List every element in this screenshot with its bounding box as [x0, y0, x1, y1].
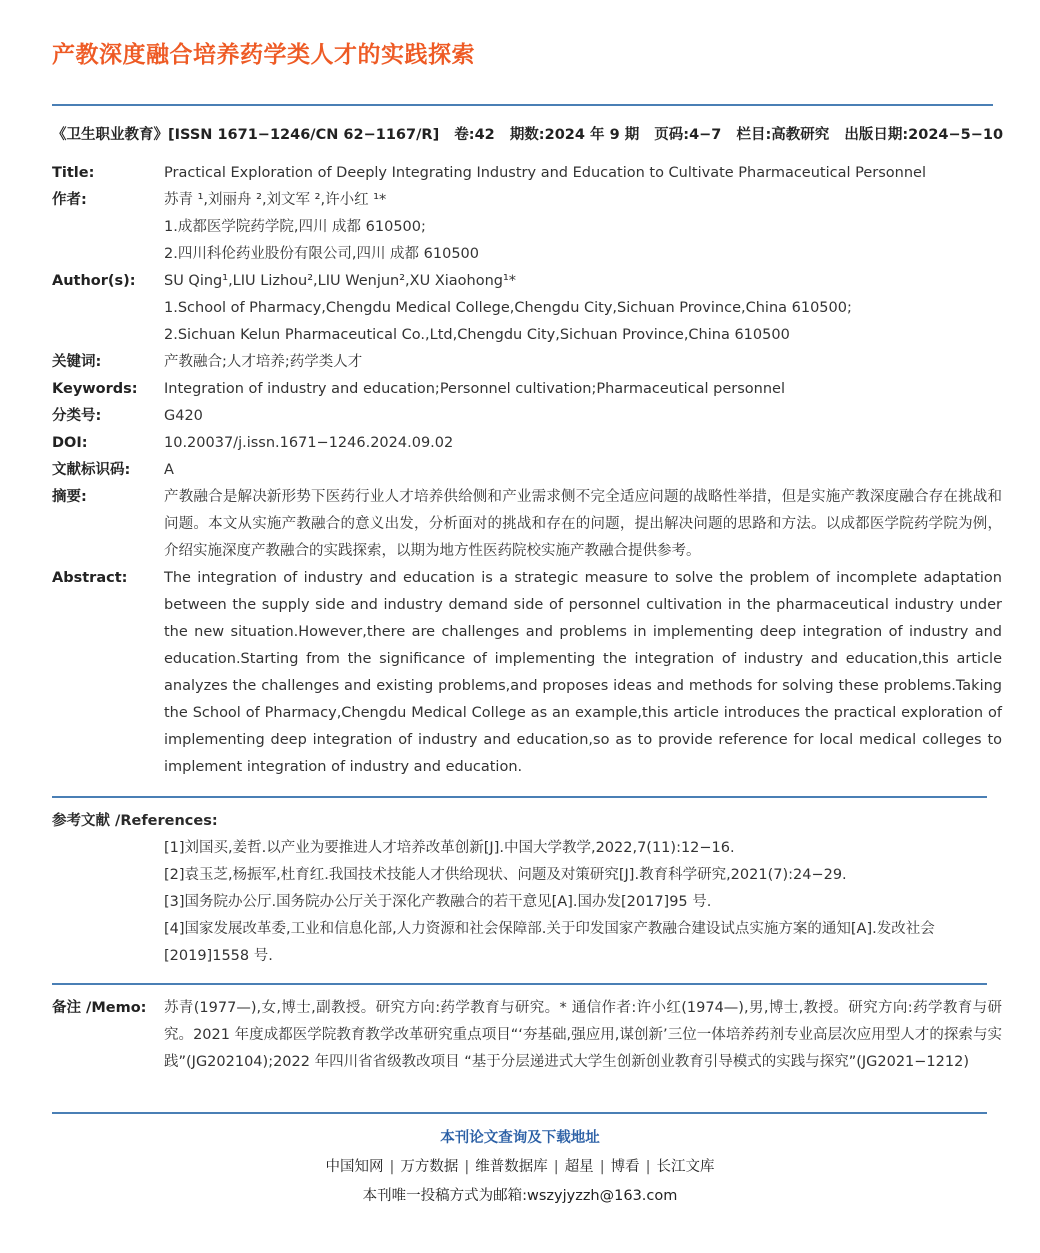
separator: |	[599, 1159, 605, 1175]
meta-row-doi	[52, 430, 1002, 457]
doi-value[interactable]: 10.20037/j.issn.1671−1246.2024.09.02	[164, 435, 454, 451]
journal-pages: 页码:4−7	[654, 127, 722, 143]
separator: |	[389, 1159, 395, 1175]
meta-row-abstract-en	[52, 565, 1002, 781]
memo-text: 苏青(1977—),女,博士,副教授。研究方向:药学教育与研究。* 通信作者:许小红(1974—),男,博士,教授。研究方向:药学教育与研究。2021 年度成都医学院教育教学改革研究重点项目“‘夯基础,强应用,谋创新’三位一体培养药剂专业高层次应用型人才的探索与实践”(JG202104);2022 年四川省省级教改项目 “基于分层递进式大学生创新创业教育引导模式的实践与探究”(JG2021−1212)	[164, 1000, 1002, 1070]
meta-row-title	[52, 160, 1002, 187]
references-list	[164, 835, 1002, 970]
abstract-en: The integration of industry and education is a strategic measure to solve the problem of incomplete adaptation between the supply side and industry demand side of personnel cultivation in the pharmaceutical industry under the new situation.However,there are challenges and problems in implementing deep integration of industry and education.Starting from the significance of implementing the integration of industry and education,this article analyzes the challenges and existing problems,and proposes ideas and methods for solving these problems.Taking the School of Pharmacy,Chengdu Medical College as an example,this article introduces the practical exploration of implementing deep integration of industry and education,so as to provide reference for local medical colleges to implement integration of industry and education.	[164, 570, 1002, 775]
memo-section	[52, 995, 1002, 1076]
database-link-cnki[interactable]: 中国知网	[325, 1159, 384, 1175]
abstract-cn-label: 摘要:	[52, 489, 87, 505]
database-link-bookan[interactable]: 博看	[610, 1159, 640, 1175]
journal-volume: 卷:42	[454, 127, 495, 143]
keywords-cn-label: 关键词:	[52, 354, 102, 370]
memo-divider	[52, 983, 987, 985]
references-heading: 参考文献 /References:	[52, 813, 218, 829]
journal-column: 栏目:高教研究	[736, 127, 830, 143]
doc-id-label: 文献标识码:	[52, 462, 131, 478]
title-value: Practical Exploration of Deeply Integrating Industry and Education to Cultivate Pharmaceutical Personnel	[164, 165, 926, 181]
abstract-cn: 产教融合是解决新形势下医药行业人才培养供给侧和产业需求侧不完全适应问题的战略性举措，但是实施产教深度融合存在挑战和问题。本文从实施产教融合的意义出发，分析面对的挑战和存在的问题，提出解决问题的思路和方法。以成都医学院药学院为例，介绍实施深度产教融合的实践探索，以期为地方性医药院校实施产教融合提供参考。	[164, 489, 1002, 559]
separator: |	[553, 1159, 559, 1175]
class-label: 分类号:	[52, 408, 102, 424]
database-link-vip[interactable]: 维普数据库	[475, 1159, 548, 1175]
separator: |	[464, 1159, 470, 1175]
affiliation-cn-1: 1.成都医学院药学院,四川 成都 610500;	[164, 219, 426, 235]
journal-pub-date: 出版日期:2024−5−10	[844, 127, 1004, 143]
top-divider	[52, 104, 993, 106]
affiliation-en-2: 2.Sichuan Kelun Pharmaceutical Co.,Ltd,Chengdu City,Sichuan Province,China 610500	[164, 327, 790, 343]
memo-label: 备注 /Memo:	[52, 1000, 147, 1016]
abstract-en-label: Abstract:	[52, 570, 128, 586]
meta-row-authors-en	[52, 268, 1002, 349]
title-label: Title:	[52, 165, 95, 181]
affiliation-cn-2: 2.四川科伦药业股份有限公司,四川 成都 610500	[164, 246, 480, 262]
authors-cn: 苏青 ¹,刘丽舟 ²,刘文军 ²,许小红 ¹*	[164, 192, 387, 208]
footer-divider	[52, 1112, 987, 1114]
references-divider	[52, 796, 987, 798]
references-section	[52, 808, 1002, 970]
keywords-cn: 产教融合;人才培养;药学类人才	[164, 354, 363, 370]
meta-row-abstract-cn	[52, 484, 1002, 565]
submission-email[interactable]: 本刊唯一投稿方式为邮箱:wszyjyzzh@163.com	[362, 1188, 678, 1204]
reference-item: [1]刘国买,姜哲.以产业为要推进人才培养改革创新[J].中国大学教学,2022,7(11):12−16.	[164, 840, 735, 856]
article-metadata	[52, 160, 1002, 781]
journal-issue: 期数:2024 年 9 期	[509, 127, 640, 143]
article-title: 产教深度融合培养药学类人才的实践探索	[52, 42, 475, 68]
authors-en-label: Author(s):	[52, 273, 136, 289]
doi-label: DOI:	[52, 435, 88, 451]
meta-row-authors-cn	[52, 187, 1002, 268]
meta-row-keywords-cn	[52, 349, 1002, 376]
class-value: G420	[164, 408, 203, 424]
reference-item: [2]袁玉芝,杨振军,杜育红.我国技术技能人才供给现状、问题及对策研究[J].教育科学研究,2021(7):24−29.	[164, 867, 847, 883]
doc-id-value: A	[164, 462, 174, 478]
meta-row-class	[52, 403, 1002, 430]
journal-name: 《卫生职业教育》	[52, 127, 168, 143]
journal-citation-line	[52, 123, 1012, 144]
journal-issn: [ISSN 1671−1246/CN 62−1167/R]	[168, 127, 440, 143]
database-links	[0, 1153, 1040, 1182]
reference-item: [3]国务院办公厅.国务院办公厅关于深化产教融合的若干意见[A].国办发[2017]95 号.	[164, 894, 712, 910]
separator: |	[645, 1159, 651, 1175]
footer-title: 本刊论文查询及下载地址	[440, 1130, 600, 1146]
meta-row-keywords-en	[52, 376, 1002, 403]
authors-cn-label: 作者:	[52, 192, 87, 208]
database-link-changjiang[interactable]: 长江文库	[656, 1159, 715, 1175]
database-link-chaoxing[interactable]: 超星	[564, 1159, 594, 1175]
footer	[0, 1124, 1040, 1211]
affiliation-en-1: 1.School of Pharmacy,Chengdu Medical College,Chengdu City,Sichuan Province,China 610500;	[164, 300, 852, 316]
meta-row-doc-id	[52, 457, 1002, 484]
authors-en: SU Qing¹,LIU Lizhou²,LIU Wenjun²,XU Xiaohong¹*	[164, 273, 517, 289]
reference-item: [4]国家发展改革委,工业和信息化部,人力资源和社会保障部.关于印发国家产教融合建设试点实施方案的通知[A].发改社会[2019]1558 号.	[164, 921, 935, 964]
keywords-en-label: Keywords:	[52, 381, 138, 397]
database-link-wanfang[interactable]: 万方数据	[400, 1159, 459, 1175]
keywords-en: Integration of industry and education;Personnel cultivation;Pharmaceutical personnel	[164, 381, 785, 397]
